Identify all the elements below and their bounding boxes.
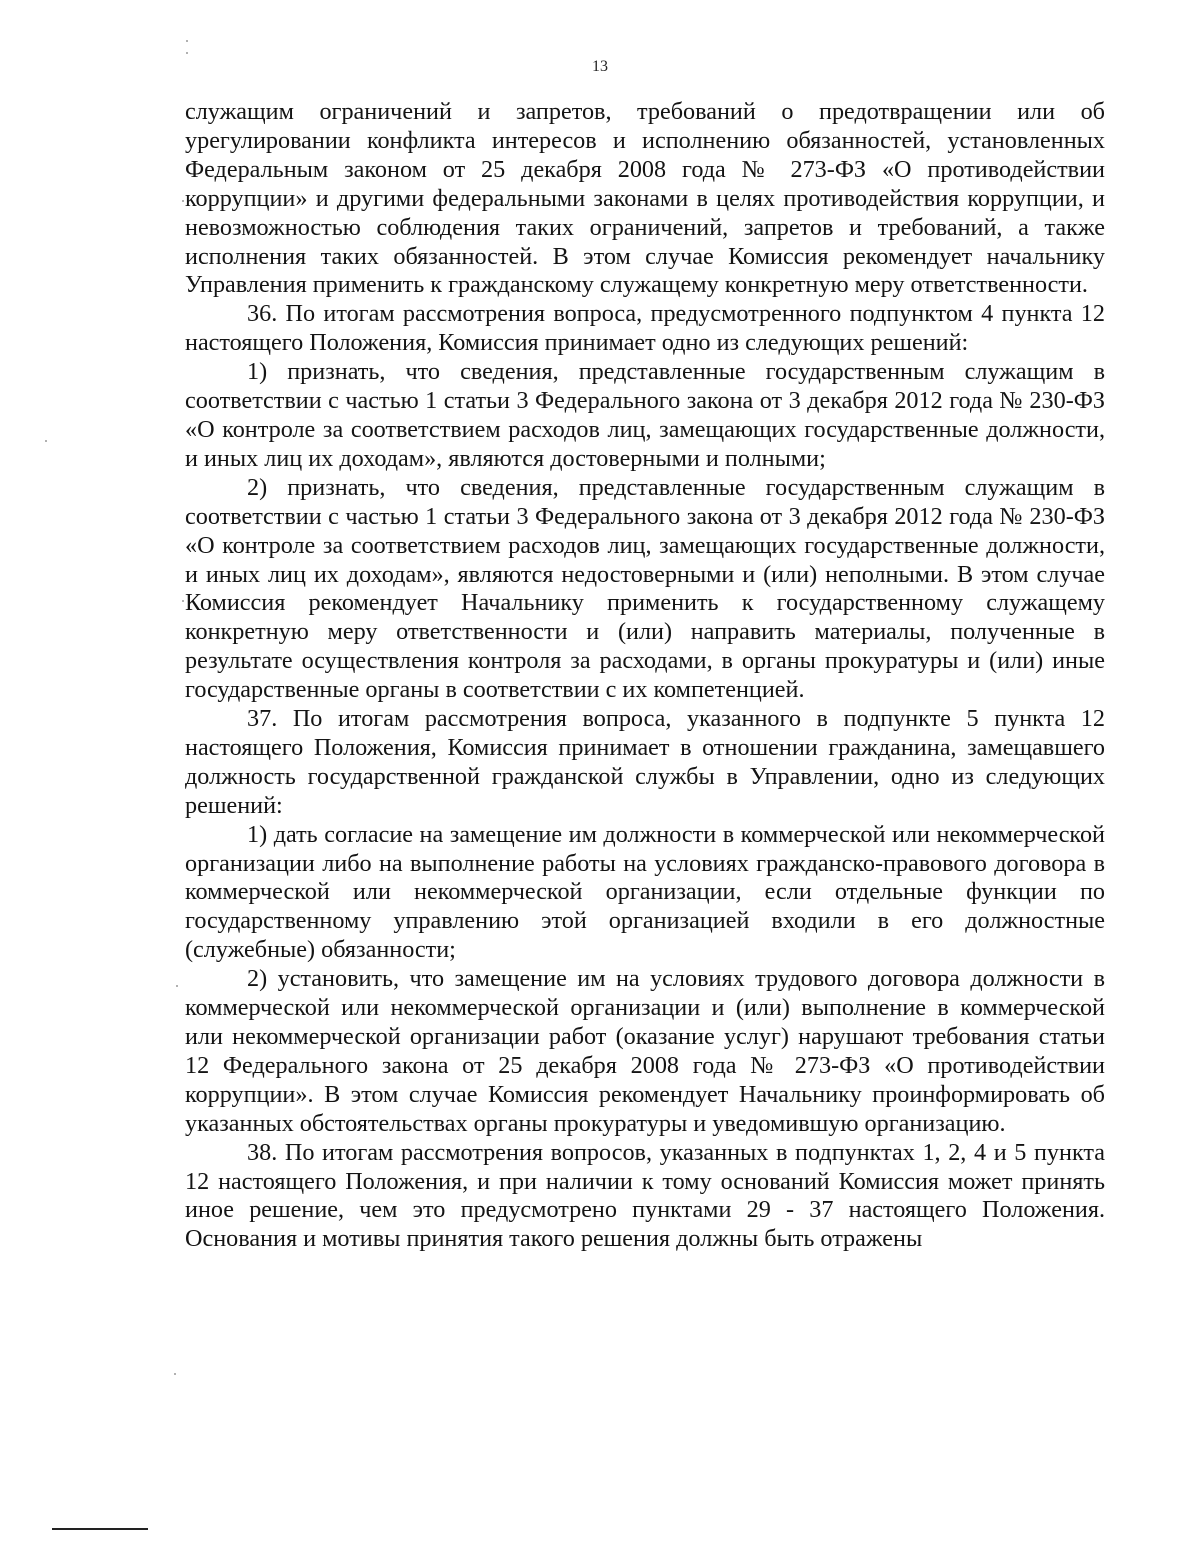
document-body <box>185 98 1105 1254</box>
scan-speck <box>182 600 184 602</box>
scan-speck <box>186 52 188 54</box>
paragraph-item-37: 37. По итогам рассмотрения вопроса, указанного в подпункте 5 пункта 12 настоящего Положения, Комиссия принимает в отношении гражданина, замещавшего должность государственной гражданской службы в Управлении, одно из следующих решений: <box>185 705 1105 819</box>
scan-speck <box>182 200 184 202</box>
footnote-rule <box>52 1528 148 1530</box>
scan-speck <box>186 40 188 42</box>
paragraph-item-37-1: 1) дать согласие на замещение им должности в коммерческой или некоммерческой организации либо на выполнение работы на условиях гражданско-правового договора в коммерческой или некоммерческой организации, если отдельные функции по государственному управлению этой организацией входили в его должностные (служебные) обязанности; <box>185 820 1105 964</box>
scan-speck <box>176 985 178 987</box>
paragraph-item-36-2: 2) признать, что сведения, представленные государственным служащим в соответствии с частью 1 статьи 3 Федерального закона от 3 декабря 2012 года № 230-ФЗ «О контроле за соответствием расходов лиц, замещающих государственные должности, и иных лиц их доходам», являются недостоверными и (или) неполными. В этом случае Комиссия рекомендует Начальнику применить к государственному служащему конкретную меру ответственности и (или) направить материалы, полученные в результате осуществления контроля за расходами, в органы прокуратуры и (или) иные государственные органы в соответствии с их компетенцией. <box>185 473 1105 704</box>
paragraph-item-37-2: 2) установить, что замещение им на условиях трудового договора должности в коммерческой или некоммерческой организации и (или) выполнение в коммерческой или некоммерческой организации работ (оказание услуг) нарушают требования статьи 12 Федерального закона от 25 декабря 2008 года № 273-ФЗ «О противодействии коррупции». В этом случае Комиссия рекомендует Начальнику проинформировать об указанных обстоятельствах органы прокуратуры и уведомившую организацию. <box>185 965 1105 1137</box>
scan-speck <box>45 440 47 442</box>
scan-speck <box>174 1373 176 1375</box>
paragraph-continuation: служащим ограничений и запретов, требований о предотвращении или об урегулировании конфликта интересов и исполнению обязанностей, установленных Федеральным законом от 25 декабря 2008 года № 273-ФЗ «О противодействии коррупции» и другими федеральными законами в целях противодействия коррупции, и невозможностью соблюдения таких ограничений, запретов и требований, а также исполнения таких обязанностей. В этом случае Комиссия рекомендует начальнику Управления применить к гражданскому служащему конкретную меру ответственности. <box>185 98 1105 299</box>
paragraph-item-36: 36. По итогам рассмотрения вопроса, предусмотренного подпунктом 4 пункта 12 настоящего Положения, Комиссия принимает одно из следующих решений: <box>185 300 1105 357</box>
page-number: 13 <box>592 58 608 75</box>
paragraph-item-38: 38. По итогам рассмотрения вопросов, указанных в подпунктах 1, 2, 4 и 5 пункта 12 настоящего Положения, и при наличии к тому оснований Комиссия может принять иное решение, чем это предусмотрено пунктами 29 - 37 настоящего Положения. Основания и мотивы принятия такого решения должны быть отражены <box>185 1138 1105 1253</box>
paragraph-item-36-1: 1) признать, что сведения, представленные государственным служащим в соответствии с частью 1 статьи 3 Федерального закона от 3 декабря 2012 года № 230-ФЗ «О контроле за соответствием расходов лиц, замещающих государственные должности, и иных лиц их доходам», являются достоверными и полными; <box>185 358 1105 472</box>
